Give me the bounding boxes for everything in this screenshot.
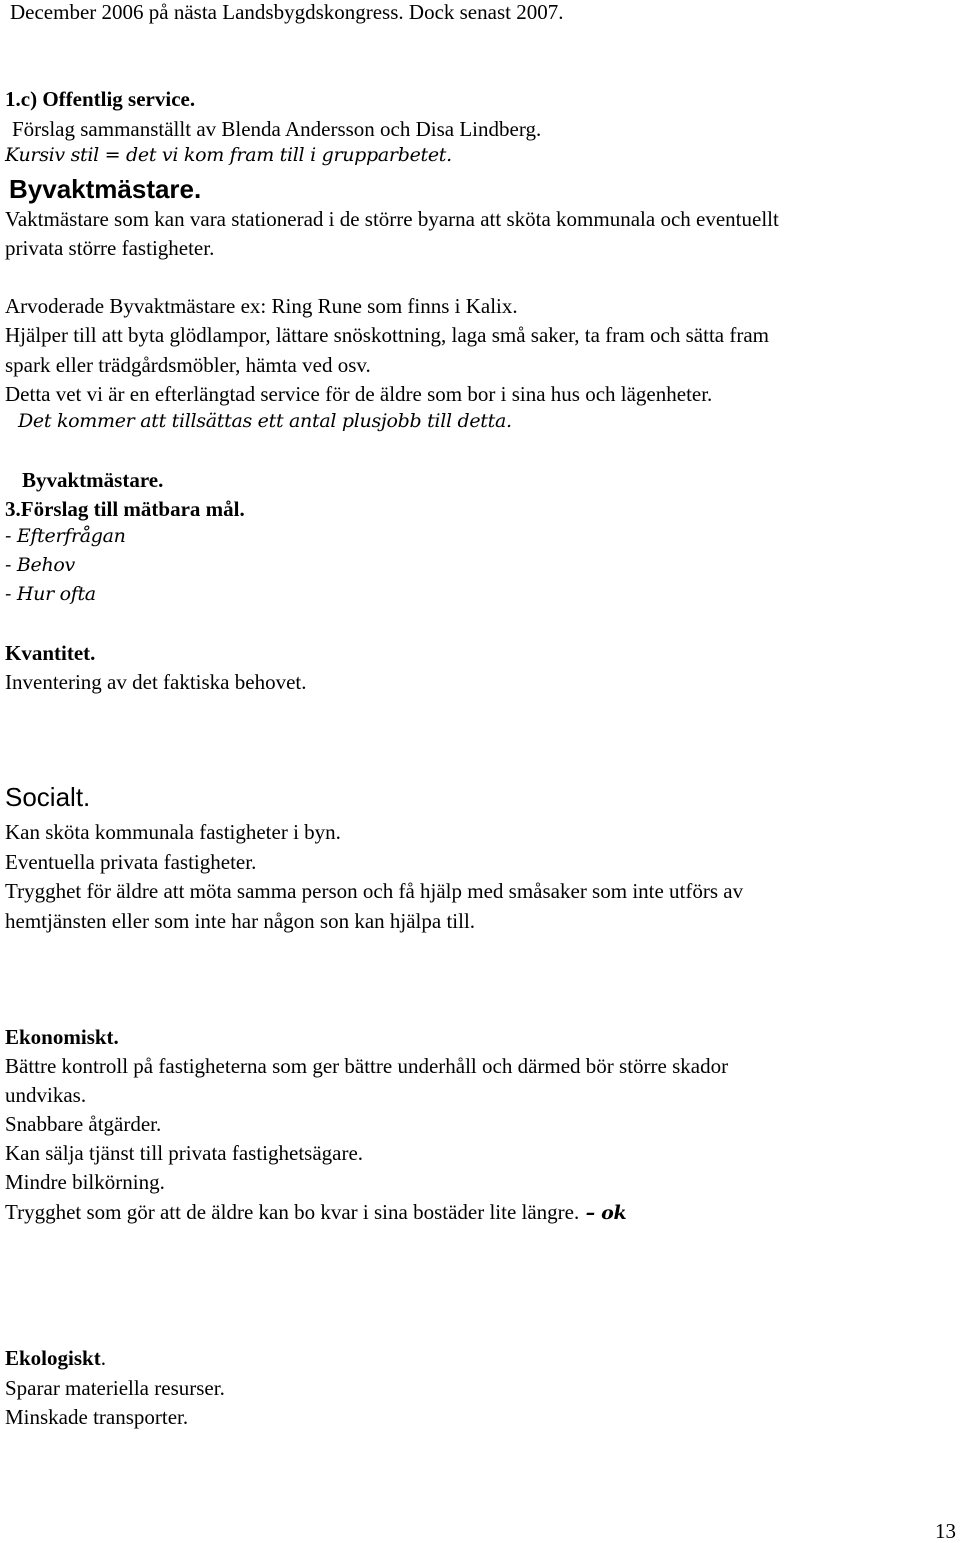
body-line: Snabbare åtgärder. [5, 1112, 162, 1136]
italic-note: – ok [579, 1202, 627, 1224]
body-line: Arvoderade Byvaktmästare ex: Ring Rune som finns i Kalix. [5, 294, 518, 318]
heading-punctuation: . [100, 1346, 106, 1370]
heading-socialt: Socialt. [5, 782, 91, 812]
body-line: Eventuella privata fastigheter. [5, 850, 257, 874]
body-line: Bättre kontroll på fastigheterna som ger bättre underhåll och därmed bör större skador [5, 1054, 729, 1078]
heading-matbara-mal: 3.Förslag till mätbara mål. [5, 497, 245, 521]
body-line: Minskade transporter. [5, 1405, 189, 1429]
body-line: Sparar materiella resurser. [5, 1376, 225, 1400]
heading-byvaktmastare: Byvaktmästare. [9, 174, 202, 204]
heading-ekonomiskt: Ekonomiskt. [5, 1025, 119, 1049]
list-item: - Behov [5, 554, 75, 576]
body-line: Hjälper till att byta glödlampor, lättare snöskottning, laga små saker, ta fram och sätta fram [5, 323, 769, 347]
body-line [5, 1202, 626, 1223]
body-line: Kan sälja tjänst till privata fastighetsägare. [5, 1141, 364, 1165]
body-text: Trygghet som gör att de äldre kan bo kvar i sina bostäder lite längre. [5, 1200, 580, 1224]
body-line: spark eller trädgårdsmöbler, hämta ved osv. [5, 353, 371, 377]
body-line: Inventering av det faktiska behovet. [5, 670, 307, 694]
body-line: Trygghet för äldre att möta samma person och få hjälp med småsaker som inte utförs av [5, 879, 744, 903]
body-line: Vaktmästare som kan vara stationerad i de större byarna att sköta kommunala och eventuellt [5, 207, 779, 231]
header-line: December 2006 på nästa Landsbygdskongress. Dock senast 2007. [10, 0, 564, 24]
heading-text: Ekologiskt [5, 1346, 101, 1370]
heading-byvaktmastare-2: Byvaktmästare. [22, 468, 164, 492]
body-line: hemtjänsten eller som inte har någon son kan hjälpa till. [5, 909, 476, 933]
body-line: Detta vet vi är en efterlängtad service för de äldre som bor i sina hus och lägenheter. [5, 382, 713, 406]
heading-kvantitet: Kvantitet. [5, 641, 96, 665]
list-item: - Efterfrågan [5, 525, 126, 547]
body-line: Kan sköta kommunala fastigheter i byn. [5, 820, 341, 844]
body-line: privata större fastigheter. [5, 236, 215, 260]
subtitle-line: Förslag sammanställt av Blenda Andersson och Disa Lindberg. [12, 117, 542, 141]
page-number: 13 [935, 1519, 956, 1543]
heading-ekologiskt [5, 1348, 106, 1369]
italic-note: Kursiv stil = det vi kom fram till i grupparbetet. [5, 144, 452, 166]
list-item: - Hur ofta [5, 583, 96, 605]
section-heading: 1.c) Offentlig service. [5, 87, 196, 111]
italic-note: Det kommer att tillsättas ett antal plusjobb till detta. [18, 410, 512, 432]
body-line: Mindre bilkörning. [5, 1170, 165, 1194]
body-line: undvikas. [5, 1083, 87, 1107]
